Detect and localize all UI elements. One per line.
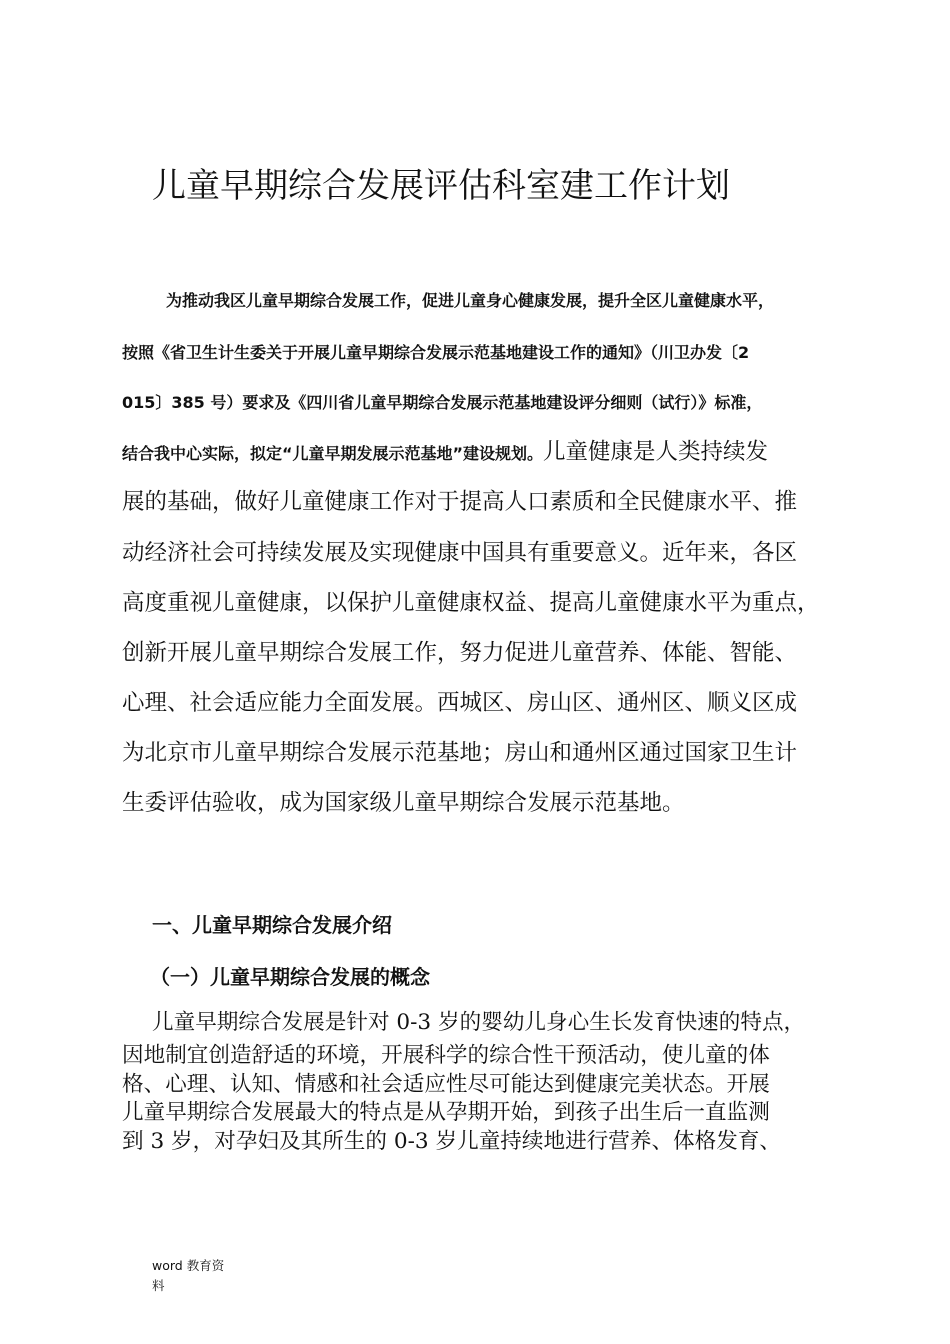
body-line-6: 为北京市儿童早期综合发展示范基地；房山和通州区通过国家卫生计 [122,740,798,766]
body-line-4: 创新开展儿童早期综合发展工作，努力促进儿童营养、体能、智能、 [122,640,798,666]
body-line-2: 动经济社会可持续发展及实现健康中国具有重要意义。近年来，各区 [122,540,798,566]
footer-text-line-1: word 教育资 [152,1258,225,1273]
concept-line-5: 到 3 岁，对孕妇及其所生的 0-3 岁儿童持续地进行营养、体格发育、 [122,1129,782,1154]
intro-line-2: 按照《省卫生计生委关于开展儿童早期综合发展示范基地建设工作的通知》（川卫办发〔2 [122,343,750,362]
concept-line-4: 儿童早期综合发展最大的特点是从孕期开始，到孩子出生后一直监测 [122,1100,770,1125]
concept-line-2: 因地制宜创造舒适的环境，开展科学的综合性干预活动，使儿童的体 [122,1043,770,1068]
body-line-7: 生委评估验收，成为国家级儿童早期综合发展示范基地。 [122,790,685,816]
body-line-3: 高度重视儿童健康，以保护儿童健康权益、提高儿童健康水平为重点， [122,590,820,616]
intro-line-3: 015〕385 号）要求及《四川省儿童早期综合发展示范基地建设评分细则（试行）》标准， [122,393,763,412]
subsection-heading: （一）儿童早期综合发展的概念 [150,965,430,989]
document-title: 儿童早期综合发展评估科室建工作计划 [152,166,730,206]
body-line-1: 展的基础，做好儿童健康工作对于提高人口素质和全民健康水平、推 [122,489,798,515]
body-line-5: 心理、社会适应能力全面发展。西城区、房山区、通州区、顺义区成 [122,690,798,716]
intro-line-4-serif: 儿童健康是人类持续发 [543,439,769,465]
footer-text-line-2: 料 [152,1278,165,1293]
section-heading: 一、儿童早期综合发展介绍 [152,913,392,937]
intro-line-4-bold: 结合我中心实际，拟定“儿童早期发展示范基地”建设规划。 [122,444,544,463]
concept-line-3: 格、心理、认知、情感和社会适应性尽可能达到健康完美状态。开展 [122,1072,770,1097]
intro-line-1: 为推动我区儿童早期综合发展工作，促进儿童身心健康发展，提升全区儿童健康水平， [166,291,775,310]
concept-line-1: 儿童早期综合发展是针对 0-3 岁的婴幼儿身心生长发育快速的特点， [152,1010,806,1035]
intro-line-4 [122,434,768,466]
